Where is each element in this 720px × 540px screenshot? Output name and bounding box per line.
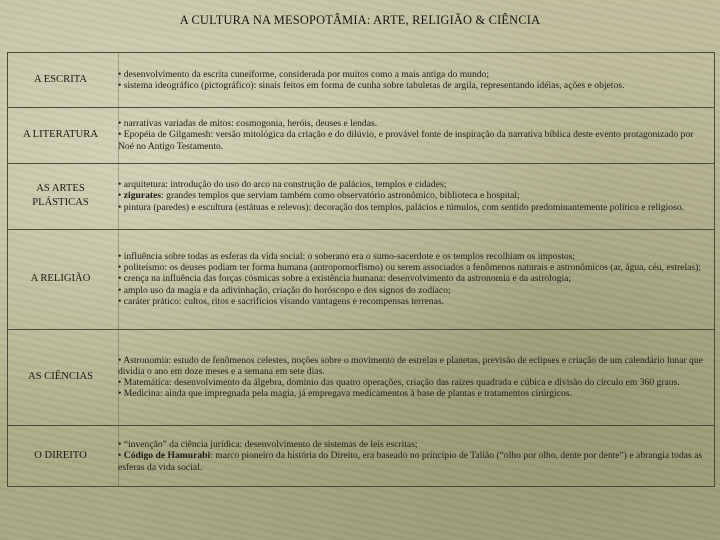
bullet-text: • pintura (paredes) e escultura (estátuas e relevos): decoração dos templos, palácios e túmulos, com sentido predominantemente político e religioso. [118, 201, 685, 213]
row-content [118, 329, 710, 425]
bullet-text: • arquitetura: introdução do uso do arco na construção de palácios, templos e cidades; [118, 179, 447, 191]
row-content [118, 53, 710, 107]
row-literatura [8, 107, 714, 164]
row-religiao [8, 229, 714, 330]
bullet-text: • Medicina: ainda que impregnada pela magia, já empregava medicamentos à base de plantas e tratamentos cirúrgicos. [118, 388, 572, 400]
bullet-text: • influência sobre todas as esferas da vida social: o soberano era o sumo-sacerdote e os templos recolhiam os impostos; [118, 251, 576, 263]
culture-table [7, 52, 715, 487]
bullet-text: • crença na influência das forças cósmicas sobre a existência humana: desenvolvimento da astronomia e da astrologia; [118, 273, 572, 285]
row-escrita [8, 53, 714, 108]
topic-label: AS ARTES PLÁSTICAS [32, 183, 89, 208]
bullet-text: • politeísmo: os deuses podiam ter forma humana (antropomorfismo) ou serem associados a fenômenos naturais e astronômicos (ar, água, céu, estrelas); [118, 262, 701, 274]
bullet-text: • amplo uso da magia e da adivinhação, criação do horóscopo e dos signos do zodíaco; [118, 284, 451, 296]
bullet-rest: : grandes templos que serviam também como observatório astronômico, biblioteca e hospital; [161, 190, 520, 202]
topic-label: AS CIÊNCIAS [27, 371, 94, 382]
row-content [118, 229, 710, 329]
bullet-text [118, 190, 710, 201]
bullet-text: • narrativas variadas de mitos: cosmogonia, heróis, deuses e lendas. [118, 118, 378, 130]
topic-label: A RELIGIÃO [30, 273, 91, 284]
bullet-text: • Matemática: desenvolvimento da álgebra, domínio das quatro operações, criação das raízes quadrada e cúbica e divisão do círculo em 360 graus. [118, 377, 680, 388]
bullet-text: • Epopéia de Gilgamesh: versão mitológica da criação e do dilúvio, e provável fonte de inspiração da narrativa bíblica deste evento protagonizado por Noé no Antigo Testamento. [118, 129, 694, 152]
bullet-text: • “invenção” da ciência jurídica: desenvolvimento de sistemas de leis escritas; [118, 439, 418, 451]
page-title: A CULTURA NA MESOPOTÂMIA: ARTE, RELIGIÃO & CIÊNCIA [179, 13, 541, 27]
bullet-text: • caráter prático: cultos, ritos e sacrifícios visando vantagens e recompensas terrenas. [118, 295, 444, 307]
bullet-rest: : marco pioneiro da história do Direito, era baseado no princípio de Talião (“olho por olho, dente por dente”) e abrangia todas as esferas da vida social. [118, 450, 703, 473]
row-content [118, 163, 710, 229]
row-ciencias [8, 329, 714, 426]
row-content [118, 425, 710, 487]
bullet-text: • sistema ideográfico (pictográfico): sinais feitos em forma de cunha sobre tabuletas de argila, representando idéias, ações e objetos. [118, 80, 625, 91]
topic-label: O DIREITO [34, 450, 87, 461]
topic-label: A LITERATURA [22, 129, 99, 140]
row-content [118, 107, 710, 163]
bullet-prefix: • [118, 190, 124, 202]
bullet-text: • desenvolvimento da escrita cuneiforme, considerada por muitos como a mais antiga do mundo; [118, 68, 490, 80]
bullet-keyword: Código de Hamurabi [123, 450, 211, 462]
bullet-prefix: • [118, 450, 124, 462]
bullet-keyword: zigurates [123, 190, 162, 202]
row-direito [8, 425, 714, 487]
bullet-text: • Astronomia: estudo de fenômenos celestes, noções sobre o movimento de estrelas e planetas, previsão de eclipses e criação de um calendário lunar que dividia o ano em doze meses e a semana em sete dias. [118, 354, 703, 377]
topic-label: A ESCRITA [33, 74, 87, 85]
bullet-text [118, 450, 710, 472]
row-artes-plasticas [8, 163, 714, 230]
